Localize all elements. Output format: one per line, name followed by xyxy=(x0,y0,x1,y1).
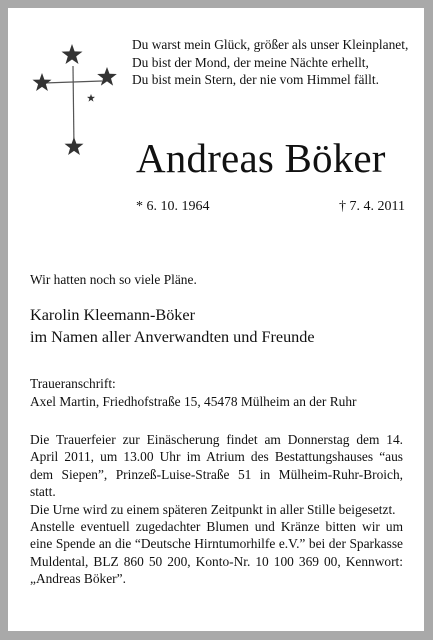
obituary-notice xyxy=(8,8,424,631)
mourning-address xyxy=(30,375,357,410)
address-value: Axel Martin, Friedhofstraße 15, 45478 Mülheim an der Ruhr xyxy=(30,393,357,409)
poem-line: Du warst mein Glück, größer als unser Kleinplanet, xyxy=(132,37,409,52)
mourner-note: im Namen aller Anverwandten und Freunde xyxy=(30,328,315,346)
death-date: † 7. 4. 2011 xyxy=(339,199,405,214)
urn-text: Die Urne wird zu einem späteren Zeitpunkt in aller Stille beigesetzt. xyxy=(30,501,396,517)
ceremony-details xyxy=(30,431,403,588)
ceremony-text: Die Trauerfeier zur Einäscherung findet am Donnerstag dem 14. April 2011, um 13.00 Uhr im Atrium des Bestattungshauses “aus dem Siepen”, Prinzeß-Luise-Straße 51 in Mülheim-Ruhr-Broich, statt. xyxy=(30,432,403,500)
plans-line: Wir hatten noch so viele Pläne. xyxy=(30,272,197,287)
donation-text: Anstelle eventuell zugedachter Blumen und Kränze bitten wir um eine Spende an die “Deutsche Hirntumorhilfe e.V.” bei der Sparkasse Muldental, BLZ 860 50 200, Konto-Nr. 10 100 369 00, Kennwort: „Andreas Böker”. xyxy=(30,519,403,587)
poem xyxy=(132,36,408,89)
address-label: Traueranschrift: xyxy=(30,376,116,391)
mourner-name: Karolin Kleemann-Böker xyxy=(30,306,195,324)
mourners xyxy=(30,304,315,348)
deceased-name: Andreas Böker xyxy=(136,135,386,181)
birth-date: * 6. 10. 1964 xyxy=(136,199,210,214)
poem-line: Du bist der Mond, der meine Nächte erhellt, xyxy=(132,54,369,70)
cross-of-stars-icon xyxy=(28,36,118,160)
poem-line: Du bist mein Stern, der nie vom Himmel fällt. xyxy=(132,72,379,87)
